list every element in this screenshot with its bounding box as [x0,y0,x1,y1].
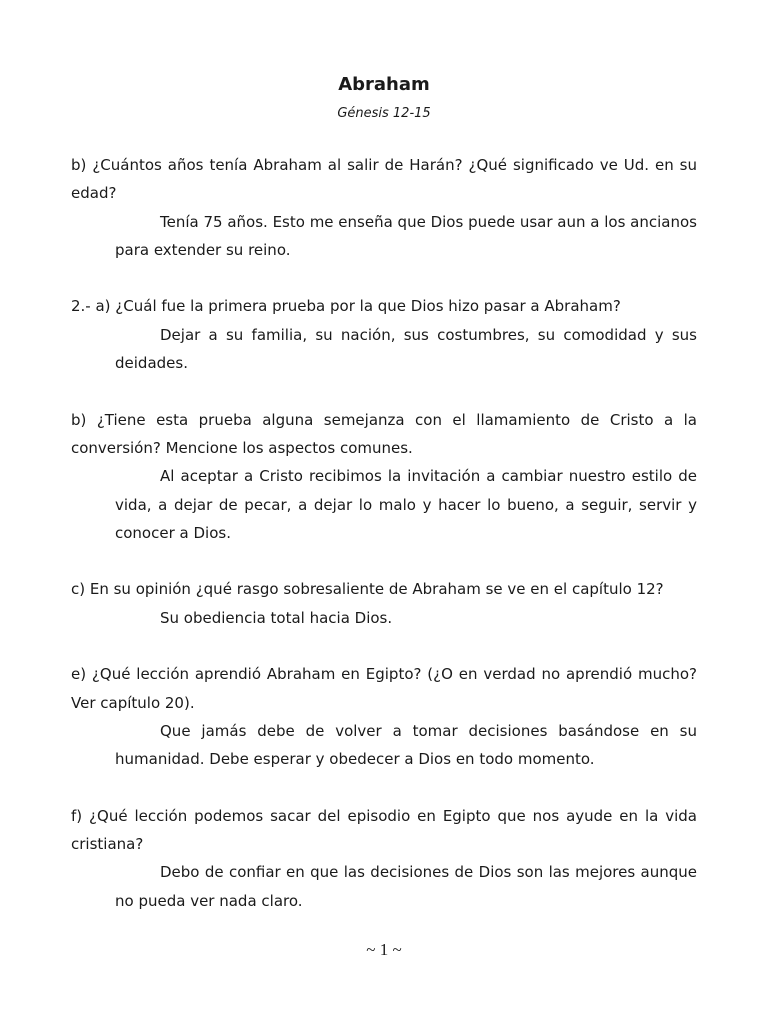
question-text: b) ¿Tiene esta prueba alguna semejanza con el llamamiento de Cristo a la conversión? Mencione los aspectos comunes. [71,410,697,457]
question-text: e) ¿Qué lección aprendió Abraham en Egipto? (¿O en verdad no aprendió mucho? Ver capítulo 20). [71,665,697,712]
question-text: 2.- a) ¿Cuál fue la primera prueba por la que Dios hizo pasar a Abraham? [71,297,621,316]
question-text: b) ¿Cuántos años tenía Abraham al salir de Harán? ¿Qué significado ve Ud. en su edad? [71,156,697,203]
question-text: c) En su opinión ¿qué rasgo sobresaliente de Abraham se ve en el capítulo 12? [71,580,664,599]
qa-item-egypt-lesson [71,660,697,773]
document-title: Abraham [338,74,430,95]
qa-item-christian-life [71,802,697,915]
question-text: f) ¿Qué lección podemos sacar del episodio en Egipto que nos ayude en la vida cristiana? [71,806,697,854]
document-page [71,0,697,1024]
answer-text: Debo de confiar en que las decisiones de Dios son las mejores aunque no pueda ver nada claro. [115,863,697,910]
answer-text: Dejar a su familia, su nación, sus costumbres, su comodidad y sus deidades. [115,325,697,373]
answer-text: Su obediencia total hacia Dios. [160,608,393,627]
qa-item-conversion [71,406,697,547]
qa-item-first-test [71,292,697,377]
qa-item-harran-age [71,151,697,264]
question-list [71,151,697,943]
answer-text: Tenía 75 años. Esto me enseña que Dios puede usar aun a los ancianos para extender su reino. [115,212,697,259]
page-number: ~ 1 ~ [366,940,402,959]
qa-item-trait [71,575,697,632]
answer-text: Que jamás debe de volver a tomar decisiones basándose en su humanidad. Debe esperar y obedecer a Dios en todo momento. [115,721,697,769]
answer-text: Al aceptar a Cristo recibimos la invitación a cambiar nuestro estilo de vida, a dejar de pecar, a dejar lo malo y hacer lo bueno, a seguir, servir y conocer a Dios. [115,467,697,542]
document-subtitle: Génesis 12-15 [337,106,431,121]
